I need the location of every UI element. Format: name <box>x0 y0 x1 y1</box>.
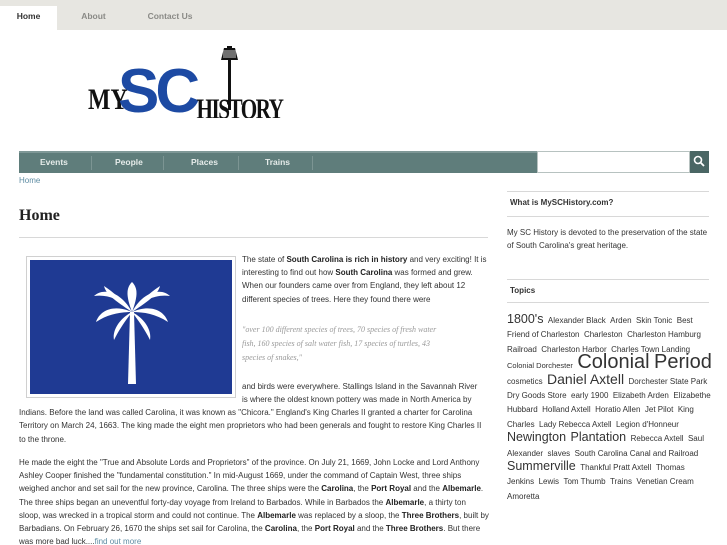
topic-tag[interactable]: Elizabethe Hubbard <box>507 391 711 415</box>
search-button[interactable] <box>690 151 709 173</box>
divider <box>507 302 709 303</box>
topic-tag[interactable]: 1800's <box>507 312 544 326</box>
topic-tag[interactable]: slaves <box>547 448 571 458</box>
topic-tag[interactable]: Rebecca Axtell <box>630 434 684 444</box>
topic-tag[interactable]: Colonial <box>577 351 650 374</box>
nav-divider <box>312 156 313 170</box>
nav-divider <box>163 156 164 170</box>
svg-text:HISTORY: HISTORY <box>196 94 284 118</box>
nav-places[interactable]: Places <box>191 157 218 167</box>
topic-tag[interactable]: Saul Alexander <box>507 434 704 458</box>
search-icon <box>690 151 709 173</box>
topic-tag[interactable]: Daniel Axtell <box>547 370 625 387</box>
topic-tag[interactable]: Dorchester State Park <box>628 376 708 386</box>
topic-tag[interactable]: Skin Tonic <box>635 316 673 325</box>
topic-tag[interactable]: Horatio Allen <box>595 405 641 415</box>
topic-tag[interactable]: Amoretta <box>507 491 540 501</box>
topic-tag[interactable]: Period <box>654 351 712 374</box>
topic-tag[interactable]: Thankful Pratt Axtell <box>580 463 652 473</box>
topic-tag[interactable]: Newington <box>507 430 567 445</box>
topic-tag[interactable]: Venetian Cream <box>636 477 694 487</box>
top-nav <box>0 0 727 30</box>
topic-tag[interactable]: Best Friend of Charleston <box>507 316 693 340</box>
svg-text:MY: MY <box>88 82 128 116</box>
topic-tag[interactable]: Alexander Black <box>547 316 606 325</box>
topic-tag[interactable]: cosmetics <box>507 376 543 386</box>
topic-tag[interactable]: Lady Rebecca Axtell <box>539 419 612 429</box>
topic-tag[interactable]: early 1900 <box>571 391 609 401</box>
topic-tag[interactable]: King Charles <box>507 405 694 429</box>
tab-home[interactable]: Home <box>0 6 57 30</box>
nav-divider <box>91 156 92 170</box>
topic-tag[interactable]: Charleston Hamburg Railroad <box>507 330 701 354</box>
topic-tag[interactable]: Lewis <box>538 477 560 487</box>
article-paragraph: and birds were everywhere. Stallings Island in the Savannah River <box>242 382 478 391</box>
nav-divider <box>238 156 239 170</box>
svg-text:SC: SC <box>118 57 197 118</box>
tab-contact-us[interactable]: Contact Us <box>147 11 193 21</box>
search-input[interactable] <box>537 151 690 173</box>
topic-tag[interactable]: Tom Thumb <box>563 477 606 487</box>
topic-tag[interactable]: Charles Town Landing <box>611 344 691 354</box>
topic-tag[interactable]: South Carolina Canal and Railroad <box>574 448 699 458</box>
topic-tag[interactable]: Colonial Dorchester <box>507 361 573 371</box>
article-paragraph: The state of South Carolina is rich in history and very exciting! It is interesting to find out how South Carolina was formed and grew. When our founders came over from England, they left about 12 different species of trees. Here they found there were <box>242 255 487 304</box>
divider <box>19 237 488 238</box>
find-out-more-link[interactable]: find out more <box>94 537 142 545</box>
topic-tag[interactable]: Jet Pilot <box>644 405 674 415</box>
topic-tag[interactable]: Holland Axtell <box>542 405 591 415</box>
breadcrumb[interactable]: Home <box>19 176 41 185</box>
nav-people[interactable]: People <box>115 157 143 167</box>
topic-tag[interactable]: Thomas Jenkins <box>507 463 685 487</box>
site-logo[interactable] <box>88 46 288 118</box>
tag-cloud <box>507 313 713 503</box>
topics-heading: Topics <box>510 286 536 295</box>
divider <box>507 216 709 217</box>
topic-tag[interactable]: Charleston <box>583 330 623 340</box>
about-text: My SC History is devoted to the preservation of the state of South Carolina's great heritage. <box>507 228 708 250</box>
page-title: Home <box>19 207 60 224</box>
about-heading: What is MySCHistory.com? <box>510 198 614 207</box>
topic-tag[interactable]: Trains <box>610 477 632 487</box>
topic-tag[interactable]: Elizabeth Arden <box>612 391 669 401</box>
topic-tag[interactable]: Legion d'Honneur <box>615 419 679 429</box>
palmetto-crescent-icon <box>30 260 232 394</box>
article-quote: "over 100 different species of trees, 70 species of fresh water fish, 160 species of salt water fish, 17 species of turtles, 43 species of snakes," <box>242 325 437 362</box>
topic-tag[interactable]: Arden <box>610 316 632 325</box>
topic-tag[interactable]: Summerville <box>507 459 576 474</box>
sc-flag-image <box>26 256 236 398</box>
topic-tag[interactable]: Plantation <box>570 430 627 445</box>
divider <box>507 279 709 280</box>
tab-about[interactable]: About <box>81 11 106 21</box>
topic-tag[interactable]: Charleston Harbor <box>541 344 607 354</box>
nav-trains[interactable]: Trains <box>265 157 291 167</box>
topic-tag[interactable]: Dry Goods Store <box>507 391 567 401</box>
article-paragraph: is where the oldest known pottery was made in North America by Indians. Before the land was called Carolina, it was known as "Chicora." England's King Charles II granted a charter for Carolina Territory on March 24, 1663. The king made the eight men proprietors who had been generals and fought to restore King Charles II to the throne. <box>19 395 482 444</box>
divider <box>507 191 709 192</box>
nav-events[interactable]: Events <box>40 157 68 167</box>
article-paragraph: He made the eight the "True and Absolute Lords and Proprietors" of the province. On July 21, 1669, John Locke and Lord Anthony Ashley Cooper finished the "fundamental constitution." In mid-August 1669, under the command of Captain West, three ships weighed anchor and set sail for the new province, Carolina. The three ships were the Carolina, the Port Royal and the Albemarle. The three ships began an uneventful forty-day voyage from Ireland to Barbados. While in Barbados the Albemarle, a thirty ton sloop, was wrecked in a tropical storm and could not continue. The Albemarle was replaced by a sloop, the Three Brothers, built by Barbadians. On February 26, 1670 the ships set sail for Carolina, the Carolina, the Port Royal and the Three Brothers. But there was more bad luck....find out more <box>19 458 489 545</box>
